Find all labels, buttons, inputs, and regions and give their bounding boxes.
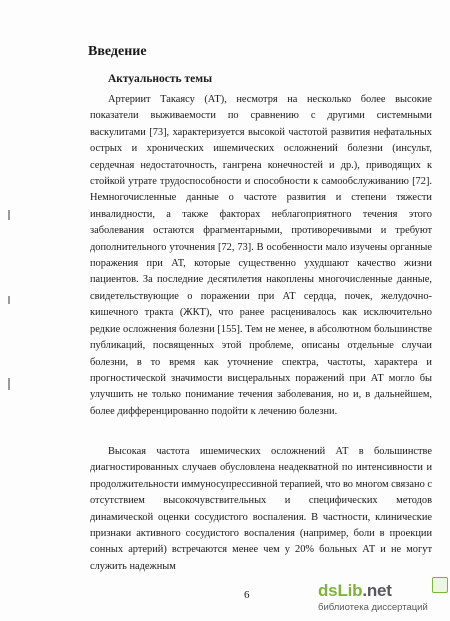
watermark-caption: библиотека диссертаций [318,602,428,613]
watermark-box-icon [432,577,448,593]
section-heading: Введение [88,44,147,59]
scan-margin-mark [8,296,10,304]
watermark-logo [318,581,446,617]
section-subheading: Актуальность темы [108,73,213,85]
watermark-logo-main: dsLib [318,581,363,600]
watermark-logo-text [318,581,392,601]
scan-margin-mark [8,378,10,390]
watermark-logo-suffix: .net [362,581,392,600]
body-paragraph: Артериит Такаясу (АТ), несмотря на несколько более высокие показатели выживаемости по сравнению с другими системными васкулитами [73], характеризуется высокой частотой развития нефатальных острых и хронических ишемических осложнений болезни (инсульт, сердечная недостаточность, гангрена конечностей и др.), приводящих к стойкой утрате трудоспособности и способности к самообслуживанию [72]. Немногочисленные данные о частоте развития и степени тяжести инвалидности, а также факторах неблагоприятного течения этого заболевания остаются фрагментарными, противоречивыми и требуют дополнительного уточнения [72, 73]. В особенности мало изучены органные поражения при АТ, которые существенно ухудшают качество жизни пациентов. За последние десятилетия накоплены многочисленные данные, свидетельствующие о поражении при АТ сердца, почек, желудочно-кишечного тракта (ЖКТ), что ранее расценивалось как исключительно редкие осложнения болезни [155]. Тем не менее, в абсолютном большинстве публикаций, посвященных этой проблеме, описаны отдельные случаи болезни, в то время как уточнение спектра, частоты, характера и прогностической значимости висцеральных поражений при АТ могло бы улучшить не только понимание течения заболевания, но и, в дальнейшем, более дифференцированно подойти к лечению болезни. [90,94,432,417]
page-number: 6 [244,589,250,601]
scan-margin-mark [8,210,10,220]
body-paragraph: Высокая частота ишемических осложнений АТ в большинстве диагностированных случаев обусловлена неадекватной по интенсивности и продолжительности иммуносупрессивной терапией, что во многом связано с отсутствием высокочувствительных и специфических методов динамической оценки сосудистого воспаления. В частности, клинические признаки активного сосудистого воспаления (например, боли в проекции сонных артерий) встречаются менее чем у 20% больных АТ и не могут служить надежным [90,446,432,572]
